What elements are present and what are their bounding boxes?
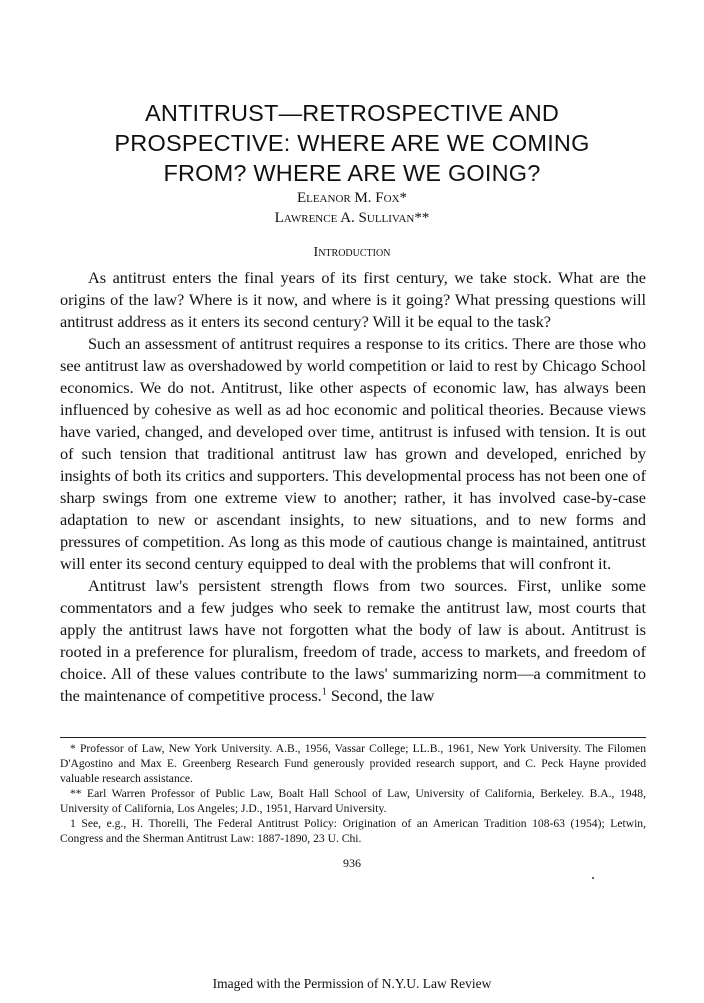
author-name: Lawrence A. Sullivan**	[274, 210, 430, 226]
footnote-divider	[60, 737, 646, 738]
page-number: 936	[343, 856, 361, 870]
footnote: ** Earl Warren Professor of Public Law, Boalt Hall School of Law, University of California, Berkeley. B.A., 1948, University of California, Los Angeles; J.D., 1951, Harvard University.	[60, 787, 646, 815]
section-heading: Introduction	[313, 245, 391, 260]
article-title	[40, 98, 664, 188]
body-paragraph: As antitrust enters the final years of its first century, we take stock. What are the origins of the law? Where is it now, and where is it going? What pressing questions will antitrust address as it enters its second century? Will it be equal to the task?	[60, 268, 646, 331]
body-paragraph	[60, 575, 646, 707]
article-body	[60, 267, 646, 707]
title-line: FROM? WHERE ARE WE GOING?	[163, 160, 541, 186]
author-name: Eleanor M. Fox*	[296, 190, 408, 206]
paragraph-text: Antitrust law's persistent strength flows from two sources. First, unlike some commentators and a few judges who seek to remake the antitrust law, most courts that apply the antitrust laws have not forgotten what the body of law is about. Antitrust is rooted in a preference for pluralism, freedom of trade, access to markets, and freedom of choice. All of these values contribute to the laws' summarizing norm—a commitment to the maintenance of competitive process.	[60, 576, 646, 705]
footnotes	[60, 741, 646, 846]
footnote: * Professor of Law, New York University. A.B., 1956, Vassar College; LL.B., 1961, New York University. The Filomen D'Agostino and Max E. Greenberg Research Fund generously provided research support, and C. Peck Hayne provided valuable research assistance.	[60, 742, 646, 785]
permission-notice: Imaged with the Permission of N.Y.U. Law Review	[212, 976, 492, 991]
author-list	[100, 188, 604, 228]
title-line: PROSPECTIVE: WHERE ARE WE COMING	[114, 130, 590, 156]
title-line: ANTITRUST—RETROSPECTIVE AND	[144, 100, 560, 126]
scan-mark	[592, 877, 594, 879]
body-paragraph: Such an assessment of antitrust requires a response to its critics. There are those who see antitrust law as overshadowed by world competition or laid to rest by Chicago School economics. We do not. Antitrust, like other aspects of economic law, has always been influenced by cohesive as well as ad hoc economic and political theories. Because views have varied, changed, and developed over time, antitrust is infused with tension. It is out of such tension that traditional antitrust law has grown and developed, enriched by insights of both its critics and supporters. This developmental process has not been one of sharp swings from one extreme view to another; rather, it has involved case-by-case adaptation to new or ascendant insights, to new situations, and to new forms and pressures of competition. As long as this mode of cautious change is maintained, antitrust will enter its second century equipped to deal with the problems that will confront it.	[60, 334, 646, 573]
paragraph-text-tail: Second, the law	[326, 686, 435, 705]
footnote-reference[interactable]: 1	[321, 686, 327, 698]
footnote: 1 See, e.g., H. Thorelli, The Federal Antitrust Policy: Origination of an American Tradition 108-63 (1954); Letwin, Congress and the Sherman Antitrust Law: 1887-1890, 23 U. Chi.	[60, 817, 646, 845]
